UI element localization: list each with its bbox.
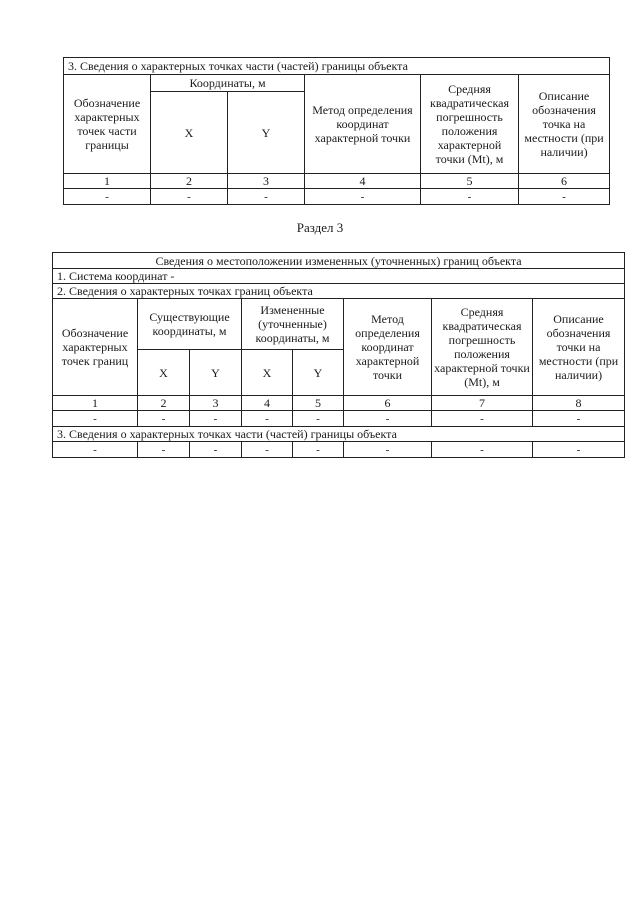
table-row [53, 411, 625, 427]
table-cell: - [242, 442, 293, 458]
table-cell: - [64, 189, 151, 205]
header-description: Описание обозначения точки на местности (при наличии) [533, 299, 625, 396]
table-cell: - [293, 442, 344, 458]
column-number: 6 [519, 174, 610, 189]
header-y: Y [228, 92, 305, 174]
table-cell: - [305, 189, 421, 205]
header-x: X [151, 92, 228, 174]
header-y-existing: Y [190, 350, 242, 396]
table-cell: - [190, 442, 242, 458]
column-number: 8 [533, 396, 625, 411]
table-cell: - [519, 189, 610, 205]
table-title: Сведения о местоположении измененных (уточненных) границ объекта [53, 253, 625, 269]
header-x-existing: X [138, 350, 190, 396]
table-cell: - [53, 442, 138, 458]
table-cell: - [344, 442, 432, 458]
table-cell: - [151, 189, 228, 205]
header-y-changed: Y [293, 350, 344, 396]
table-row [64, 189, 610, 205]
column-number: 3 [228, 174, 305, 189]
column-number: 2 [138, 396, 190, 411]
points-section-title: 2. Сведения о характерных точках границ объекта [53, 284, 625, 299]
table-cell: - [533, 442, 625, 458]
table-cell: - [53, 411, 138, 427]
header-designation: Обозначение характерных точек границ [53, 299, 138, 396]
column-number: 1 [64, 174, 151, 189]
table-cell: - [138, 411, 190, 427]
header-description: Описание обозначения точка на местности (при наличии) [519, 75, 610, 174]
coordinate-system: 1. Система координат - [53, 269, 625, 284]
table-cell: - [432, 411, 533, 427]
table-row [53, 442, 625, 458]
table-cell: - [432, 442, 533, 458]
parts-section-title: 3. Сведения о характерных точках части (частей) границы объекта [53, 427, 625, 442]
header-error: Средняя квадратическая погрешность положения характерной точки (Mt), м [432, 299, 533, 396]
column-number: 4 [242, 396, 293, 411]
part-points-table [63, 57, 610, 205]
table-section-title: 3. Сведения о характерных точках части (частей) границы объекта [64, 58, 610, 75]
changed-boundaries-table [52, 252, 625, 458]
table-cell: - [293, 411, 344, 427]
column-number: 5 [421, 174, 519, 189]
column-number: 6 [344, 396, 432, 411]
column-number: 7 [432, 396, 533, 411]
table-cell: - [190, 411, 242, 427]
table-cell: - [344, 411, 432, 427]
header-method: Метод определения координат характерной точки [344, 299, 432, 396]
table-cell: - [228, 189, 305, 205]
header-existing-coordinates: Существующие координаты, м [138, 299, 242, 350]
table-cell: - [242, 411, 293, 427]
column-number: 4 [305, 174, 421, 189]
header-changed-coordinates: Измененные (уточненные) координаты, м [242, 299, 344, 350]
header-error: Средняя квадратическая погрешность положения характерной точки (Mt), м [421, 75, 519, 174]
column-number: 3 [190, 396, 242, 411]
header-x-changed: X [242, 350, 293, 396]
column-number: 2 [151, 174, 228, 189]
header-method: Метод определения координат характерной точки [305, 75, 421, 174]
section-heading: Раздел 3 [296, 220, 344, 235]
table-cell: - [421, 189, 519, 205]
header-coordinates: Координаты, м [151, 75, 305, 92]
table-cell: - [138, 442, 190, 458]
column-number: 5 [293, 396, 344, 411]
header-designation: Обозначение характерных точек части границы [64, 75, 151, 174]
table-cell: - [533, 411, 625, 427]
column-number: 1 [53, 396, 138, 411]
